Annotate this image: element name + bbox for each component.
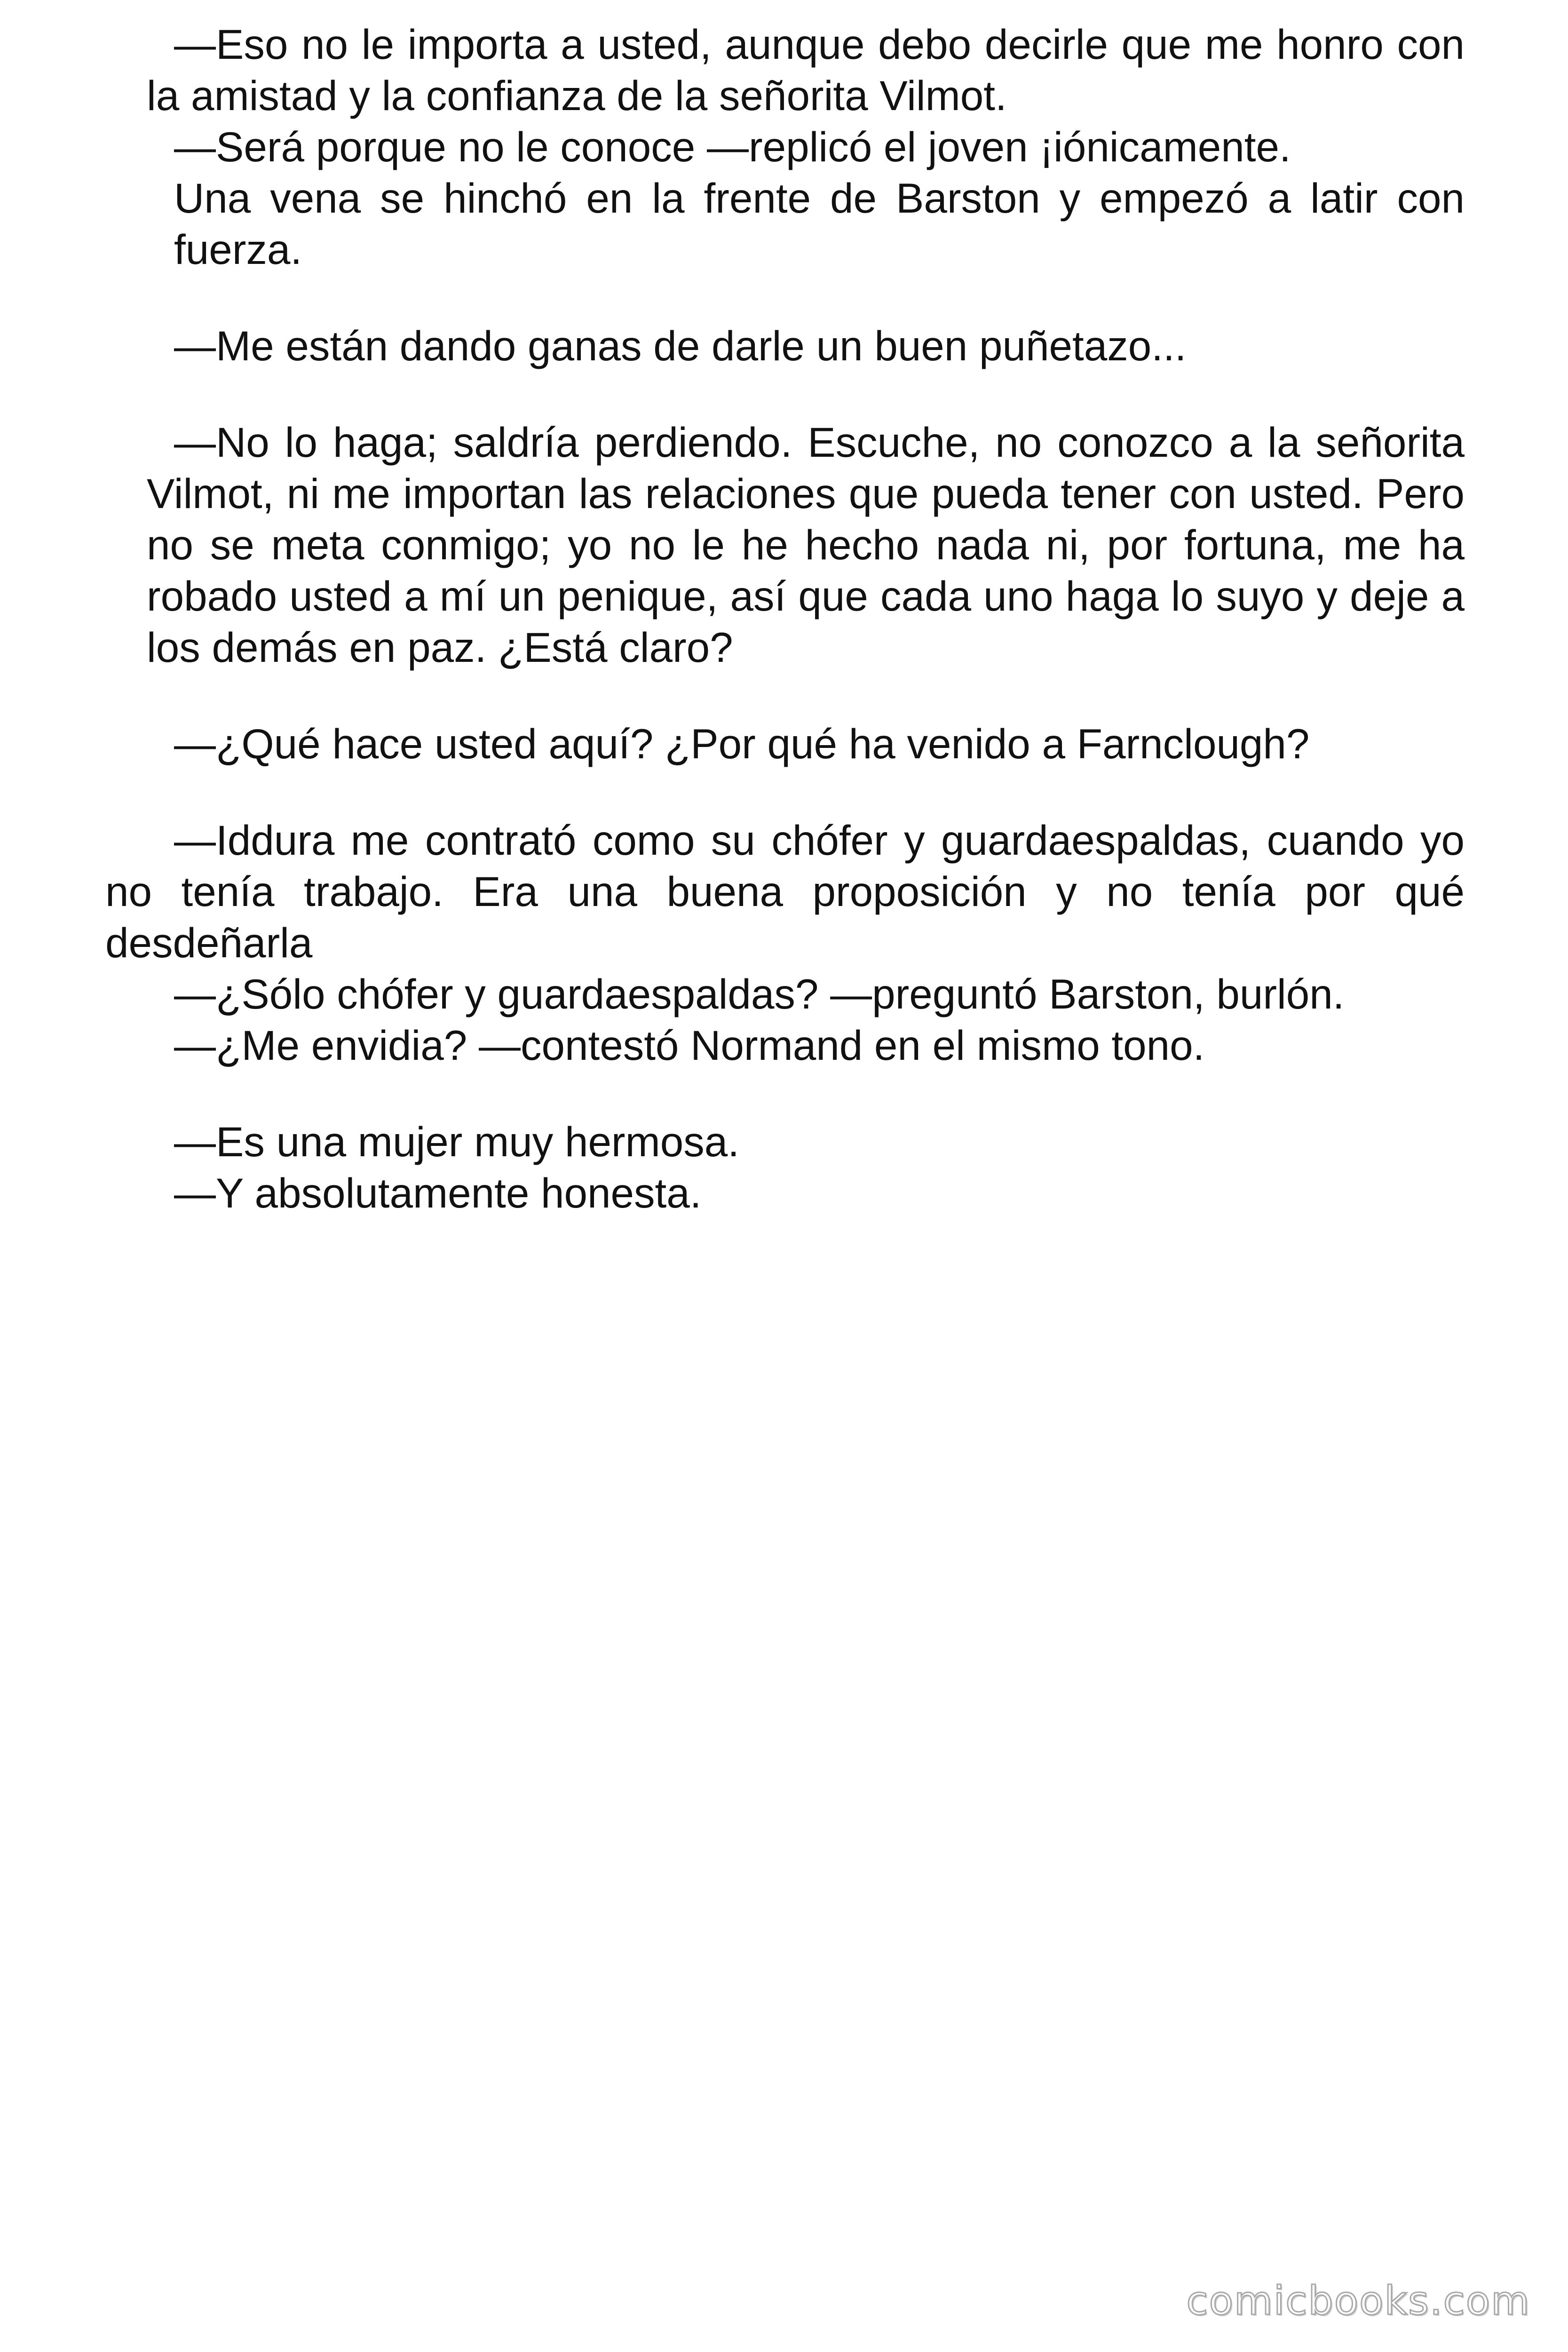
paragraph-10: —Es una mujer muy hermosa.: [174, 1118, 739, 1165]
paragraph-8: —¿Sólo chófer y guardaespaldas? —preguntó Barston, burlón.: [174, 970, 1345, 1017]
watermark-logo: comicbooks.com: [1186, 2278, 1530, 2324]
page-body-text: [105, 19, 1465, 1219]
paragraph-4: —Me están dando ganas de darle un buen puñetazo...: [174, 322, 1187, 369]
paragraph-6: —¿Qué hace usted aquí? ¿Por qué ha venido a Farnclough?: [174, 720, 1310, 767]
paragraph-7: —Iddura me contrató como su chófer y guardaespaldas, cuando yo no tenía trabajo. Era una buena proposición y no tenía por qué desdeñarla: [105, 817, 1465, 966]
paragraph-9: —¿Me envidia? —contestó Normand en el mismo tono.: [174, 1022, 1205, 1069]
paragraph-2: —Será porque no le conoce —replicó el joven ¡iónicamente.: [174, 123, 1291, 170]
paragraph-5: —No lo haga; saldría perdiendo. Escuche, no conozco a la señorita Vilmot, ni me importan las relaciones que pueda tener con usted. Pero no se meta conmigo; yo no le he hecho nada ni, por fortuna, me ha robado usted a mí un penique, así que cada uno haga lo suyo y deje a los demás en paz. ¿Está claro?: [147, 419, 1465, 671]
paragraph-1: —Eso no le importa a usted, aunque debo decirle que me honro con la amistad y la confianza de la señorita Vilmot.: [147, 21, 1465, 119]
paragraph-3: Una vena se hinchó en la frente de Barston y empezó a latir con fuerza.: [174, 175, 1465, 273]
paragraph-11: —Y absolutamente honesta.: [174, 1169, 702, 1216]
